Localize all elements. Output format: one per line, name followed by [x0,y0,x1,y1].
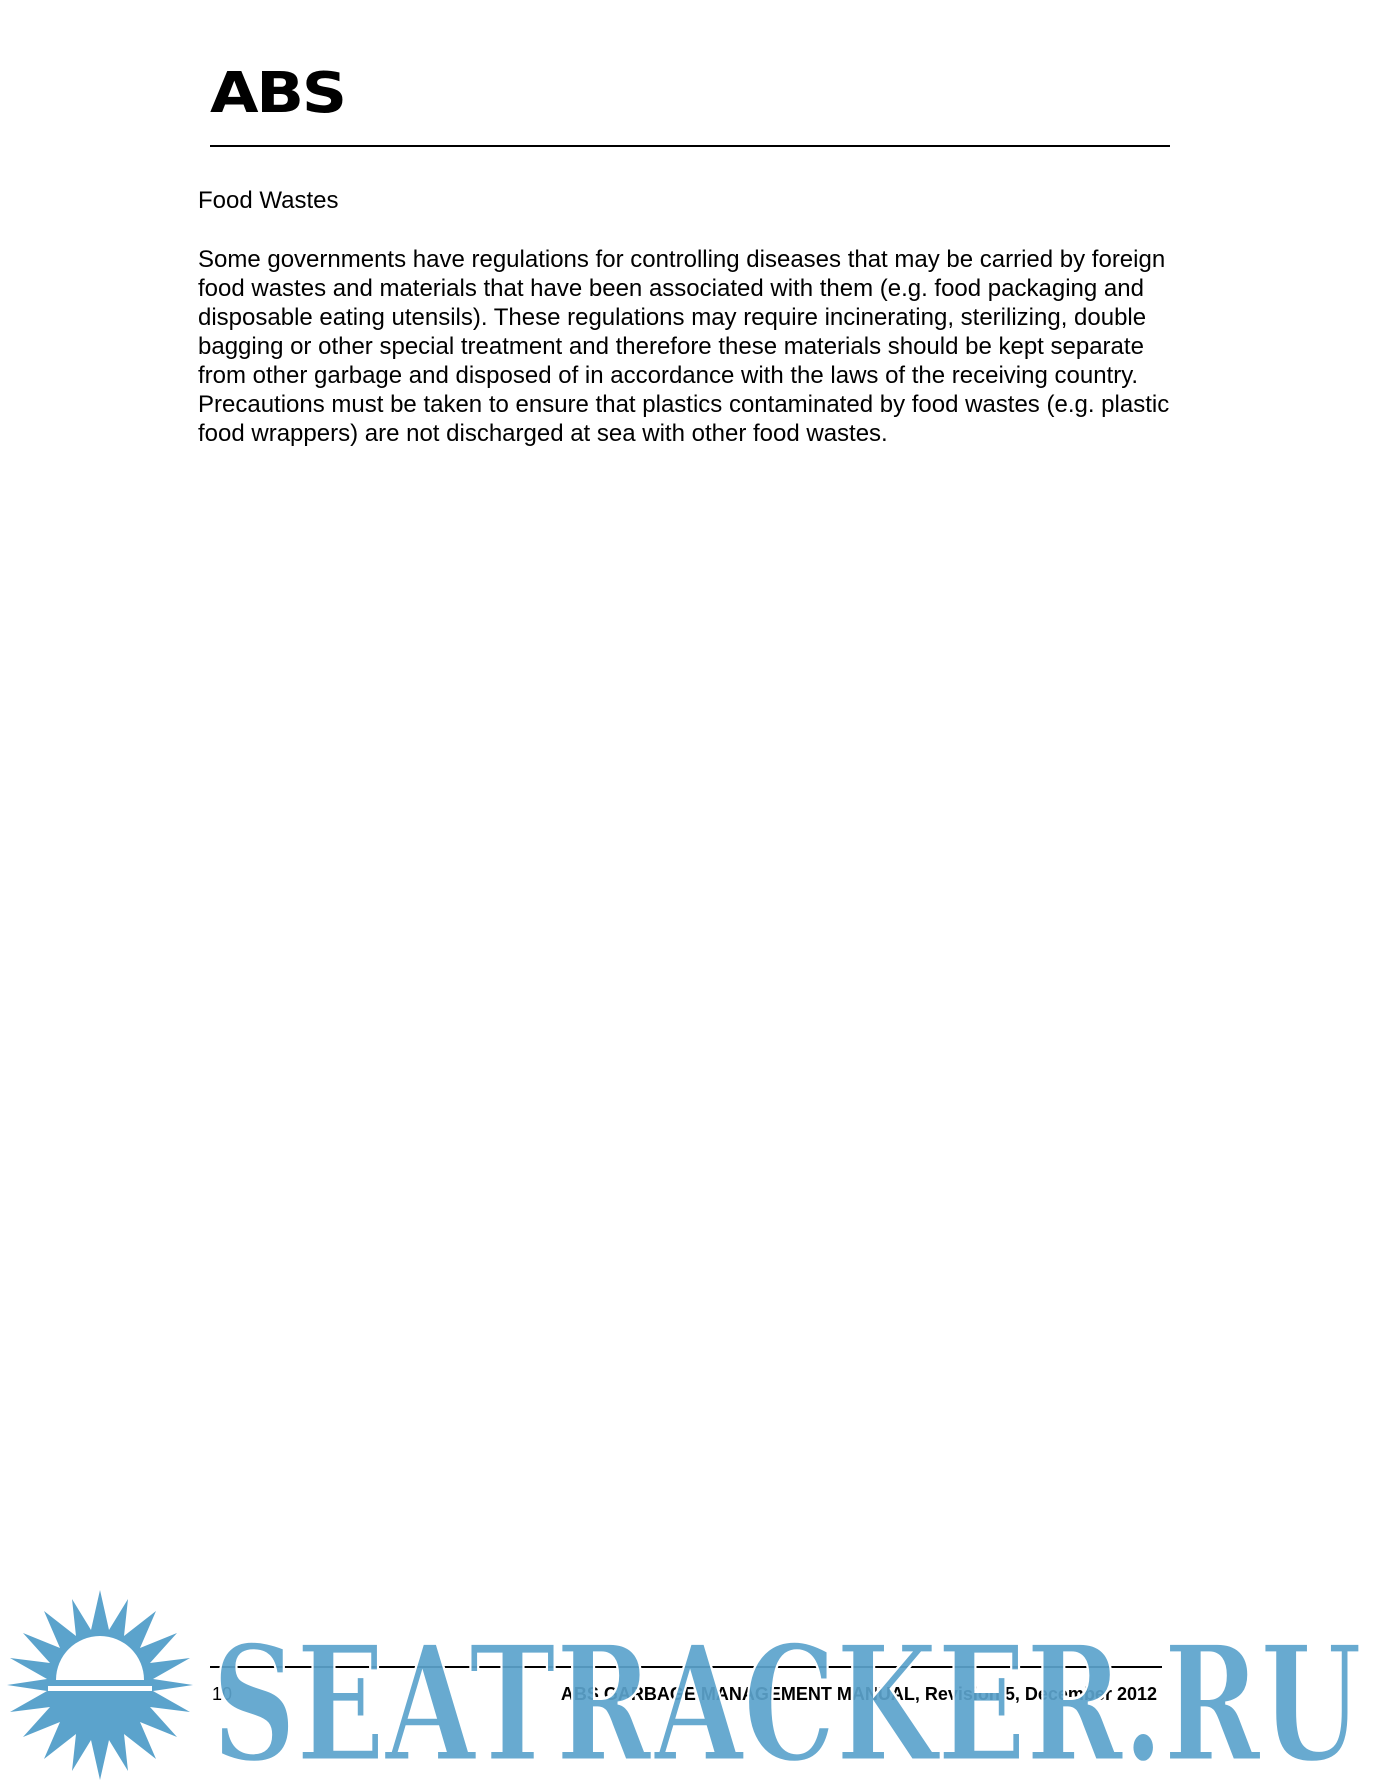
header-divider [210,145,1170,147]
footer-manual-title: ABS GARBAGE MANAGEMENT MANUAL, Revision 5, December 2012 [560,1684,1157,1704]
abs-logo: ABS [210,61,345,126]
seatracker-watermark [0,1575,1377,1782]
watermark-text: SEATRACKER.RU [212,1610,1362,1782]
sun-icon [7,1590,193,1780]
footer-divider [210,1666,1162,1668]
body-paragraph: Some governments have regulations for controlling diseases that may be carried by foreign food wastes and materials that have been associated with them (e.g. food packaging and disposable eating utensils). These regulations may require incinerating, sterilizing, double bagging or other special treatment and therefore these materials should be kept separate from other garbage and disposed of in accordance with the laws of the receiving country. Precautions must be taken to ensure that plastics contaminated by food wastes (e.g. plastic food wrappers) are not discharged at sea with other food wastes. [198,246,1170,447]
section-title: Food Wastes [198,187,339,214]
page-number: 10 [212,1684,233,1704]
